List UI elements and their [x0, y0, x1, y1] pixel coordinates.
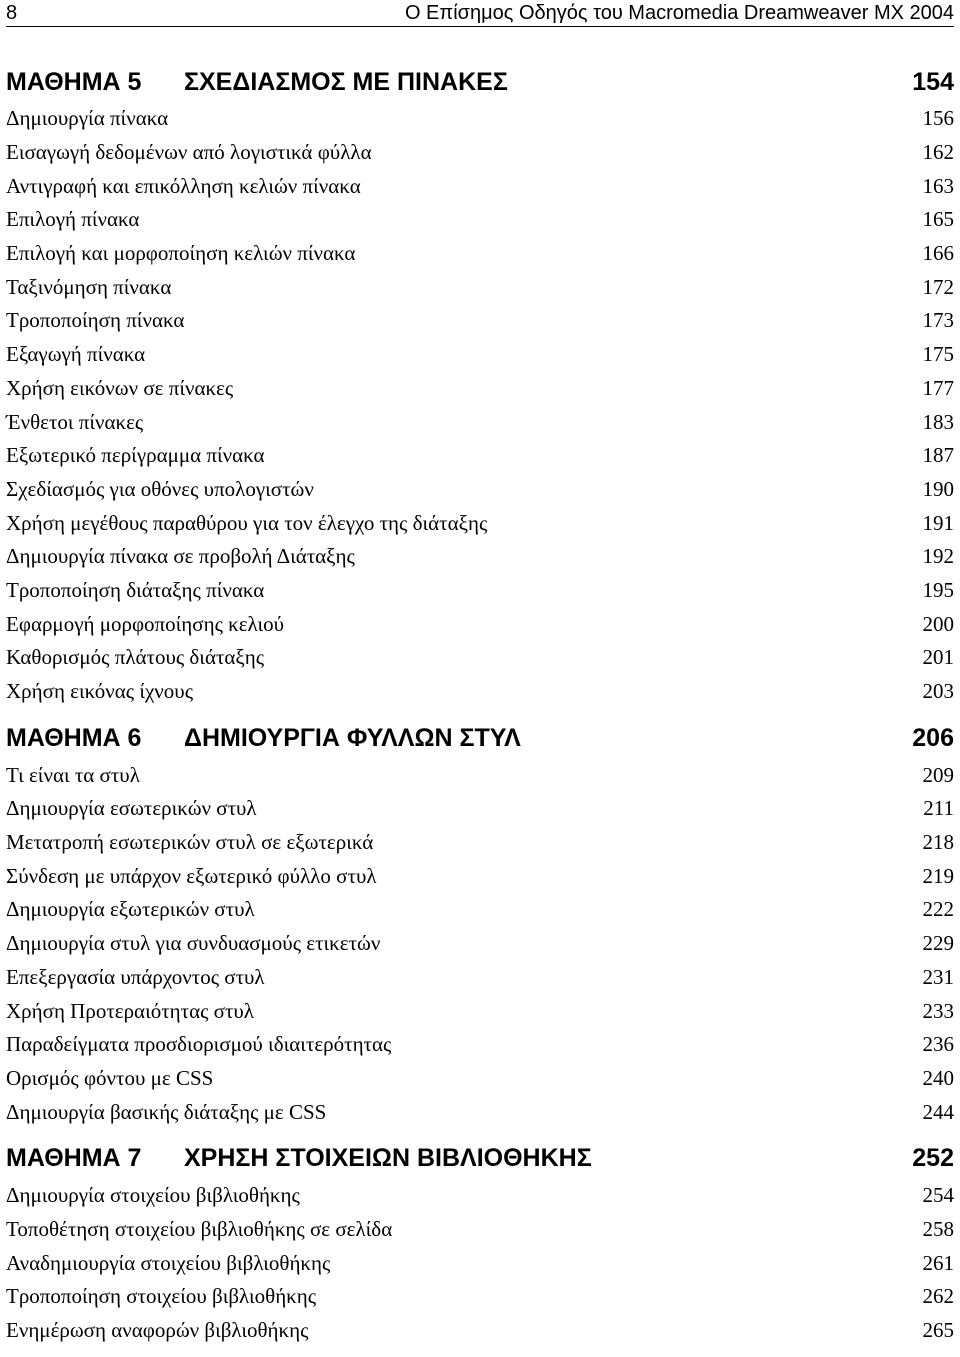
toc-section	[6, 62, 954, 708]
toc-entry	[6, 1028, 954, 1062]
entry-page: 219	[922, 863, 954, 888]
chapter-label: ΜΑΘΗΜΑ 6	[6, 723, 142, 752]
entry-title: Εξαγωγή πίνακα	[6, 342, 146, 367]
chapter-heading	[6, 1139, 954, 1179]
entry-title: Επιλογή και μορφοποίηση κελιών πίνακα	[6, 241, 356, 266]
toc-entry	[6, 1095, 954, 1129]
entry-title: Καθορισμός πλάτους διάταξης	[6, 645, 265, 670]
entry-title: Δημιουργία στοιχείου βιβλιοθήκης	[6, 1183, 300, 1208]
toc-entry	[6, 270, 954, 304]
entry-page: 209	[922, 762, 954, 787]
entry-title: Αντιγραφή και επικόλληση κελιών πίνακα	[6, 173, 361, 198]
entry-page: 187	[922, 443, 954, 468]
entry-page: 200	[922, 611, 954, 636]
entry-page: 172	[922, 274, 954, 299]
chapter-title-group	[6, 68, 508, 97]
entry-title: Αναδημιουργία στοιχείου βιβλιοθήκης	[6, 1250, 331, 1275]
entry-page: 166	[922, 241, 954, 266]
chapter-title: ΣΧΕΔΙΑΣΜΟΣ ΜΕ ΠΙΝΑΚΕΣ	[184, 67, 508, 96]
toc-section	[6, 718, 954, 1129]
toc-entry	[6, 1246, 954, 1280]
entry-page: 231	[922, 964, 954, 989]
entry-page: 173	[922, 308, 954, 333]
toc-entry	[6, 372, 954, 406]
entry-page: 265	[922, 1318, 954, 1343]
running-header	[6, 0, 954, 27]
toc-entry	[6, 826, 954, 860]
toc-entry	[6, 102, 954, 136]
toc-entry	[6, 540, 954, 574]
entry-title: Ταξινόμηση πίνακα	[6, 274, 172, 299]
toc-entry	[6, 506, 954, 540]
toc-entry	[6, 338, 954, 372]
entry-page: 254	[922, 1183, 954, 1208]
entry-title: Δημιουργία βασικής διάταξης με CSS	[6, 1099, 327, 1124]
toc-entry	[6, 574, 954, 608]
entry-page: 177	[922, 375, 954, 400]
table-of-contents	[6, 62, 954, 1357]
chapter-title: ΔΗΜΙΟΥΡΓΙΑ ΦΥΛΛΩΝ ΣΤΥΛ	[184, 723, 521, 752]
entry-title: Δημιουργία πίνακα	[6, 106, 169, 131]
toc-entry	[6, 893, 954, 927]
entry-page: 163	[922, 173, 954, 198]
entry-title: Μετατροπή εσωτερικών στυλ σε εξωτερικά	[6, 830, 374, 855]
toc-entry	[6, 136, 954, 170]
toc-entry	[6, 169, 954, 203]
page-number: 8	[6, 2, 18, 24]
entry-page: 240	[922, 1065, 954, 1090]
entry-title: Εξωτερικό περίγραμμα πίνακα	[6, 443, 265, 468]
entry-page: 191	[922, 510, 954, 535]
toc-entry	[6, 1280, 954, 1314]
entry-title: Χρήση μεγέθους παραθύρου για τον έλεγχο της διάταξης	[6, 510, 488, 535]
entry-title: Δημιουργία εξωτερικών στυλ	[6, 897, 255, 922]
toc-entry	[6, 304, 954, 338]
toc-entry	[6, 607, 954, 641]
toc-entry	[6, 792, 954, 826]
entry-page: 244	[922, 1099, 954, 1124]
entry-title: Τοποθέτηση στοιχείου βιβλιοθήκης σε σελίδα	[6, 1216, 393, 1241]
toc-entry	[6, 473, 954, 507]
toc-entry	[6, 758, 954, 792]
entry-title: Εφαρμογή μορφοποίησης κελιού	[6, 611, 285, 636]
toc-entry	[6, 927, 954, 961]
entry-page: 262	[922, 1284, 954, 1309]
entry-title: Δημιουργία πίνακα σε προβολή Διάταξης	[6, 544, 355, 569]
chapter-page: 206	[912, 723, 954, 752]
toc-entry	[6, 405, 954, 439]
entry-page: 175	[922, 342, 954, 367]
entry-page: 211	[923, 796, 954, 821]
entry-title: Ενημέρωση αναφορών βιβλιοθήκης	[6, 1318, 309, 1343]
toc-entry	[6, 641, 954, 675]
chapter-title: ΧΡΗΣΗ ΣΤΟΙΧΕΙΩΝ ΒΙΒΛΙΟΘΗΚΗΣ	[184, 1144, 592, 1173]
toc-entry	[6, 203, 954, 237]
toc-entry	[6, 1314, 954, 1348]
entry-page: 258	[922, 1216, 954, 1241]
entry-page: 233	[922, 998, 954, 1023]
toc-entry	[6, 859, 954, 893]
entry-page: 165	[922, 207, 954, 232]
entry-title: Παραδείγματα προσδιορισμού ιδιαιτερότητας	[6, 1032, 392, 1057]
toc-section	[6, 1139, 954, 1347]
entry-page: 162	[922, 140, 954, 165]
entry-title: Σύνδεση με υπάρχον εξωτερικό φύλλο στυλ	[6, 863, 377, 888]
entry-page: 229	[922, 931, 954, 956]
entry-page: 201	[922, 645, 954, 670]
entry-title: Τροποποίηση στοιχείου βιβλιοθήκης	[6, 1284, 317, 1309]
entry-page: 236	[922, 1032, 954, 1057]
toc-entry	[6, 439, 954, 473]
entry-page: 192	[922, 544, 954, 569]
entry-title: Χρήση εικόνας ίχνους	[6, 679, 194, 704]
chapter-heading	[6, 62, 954, 102]
entry-page: 261	[922, 1250, 954, 1275]
entry-page: 156	[922, 106, 954, 131]
toc-entry	[6, 675, 954, 709]
entry-page: 218	[922, 830, 954, 855]
entry-title: Τροποποίηση πίνακα	[6, 308, 185, 333]
toc-entry	[6, 1213, 954, 1247]
chapter-page: 154	[912, 67, 954, 96]
chapter-page: 252	[912, 1144, 954, 1173]
entry-title: Τροποποίηση διάταξης πίνακα	[6, 577, 265, 602]
chapter-title-group	[6, 1144, 592, 1173]
entry-title: Ορισμός φόντου με CSS	[6, 1065, 214, 1090]
chapter-label: ΜΑΘΗΜΑ 5	[6, 67, 142, 96]
entry-title: Σχεδίασμός για οθόνες υπολογιστών	[6, 476, 314, 501]
toc-entry	[6, 237, 954, 271]
book-title: Ο Επίσημος Οδηγός του Macromedia Dreamweaver MX 2004	[404, 2, 954, 24]
chapter-heading	[6, 718, 954, 758]
entry-page: 183	[922, 409, 954, 434]
entry-page: 203	[922, 679, 954, 704]
toc-entry	[6, 1062, 954, 1096]
entry-page: 195	[922, 577, 954, 602]
entry-title: Επεξεργασία υπάρχοντος στυλ	[6, 964, 265, 989]
entry-title: Επιλογή πίνακα	[6, 207, 140, 232]
chapter-title-group	[6, 724, 521, 753]
entry-title: Δημιουργία στυλ για συνδυασμούς ετικετών	[6, 931, 381, 956]
entry-title: Τι είναι τα στυλ	[6, 762, 140, 787]
entry-page: 222	[922, 897, 954, 922]
toc-entry	[6, 994, 954, 1028]
entry-title: Εισαγωγή δεδομένων από λογιστικά φύλλα	[6, 140, 372, 165]
entry-title: Δημιουργία εσωτερικών στυλ	[6, 796, 257, 821]
entry-page: 190	[922, 476, 954, 501]
entry-title: Ένθετοι πίνακες	[6, 409, 144, 434]
entry-title: Χρήση Προτεραιότητας στυλ	[6, 998, 254, 1023]
toc-entry	[6, 961, 954, 995]
entry-title: Χρήση εικόνων σε πίνακες	[6, 375, 234, 400]
toc-entry	[6, 1179, 954, 1213]
chapter-label: ΜΑΘΗΜΑ 7	[6, 1144, 142, 1173]
